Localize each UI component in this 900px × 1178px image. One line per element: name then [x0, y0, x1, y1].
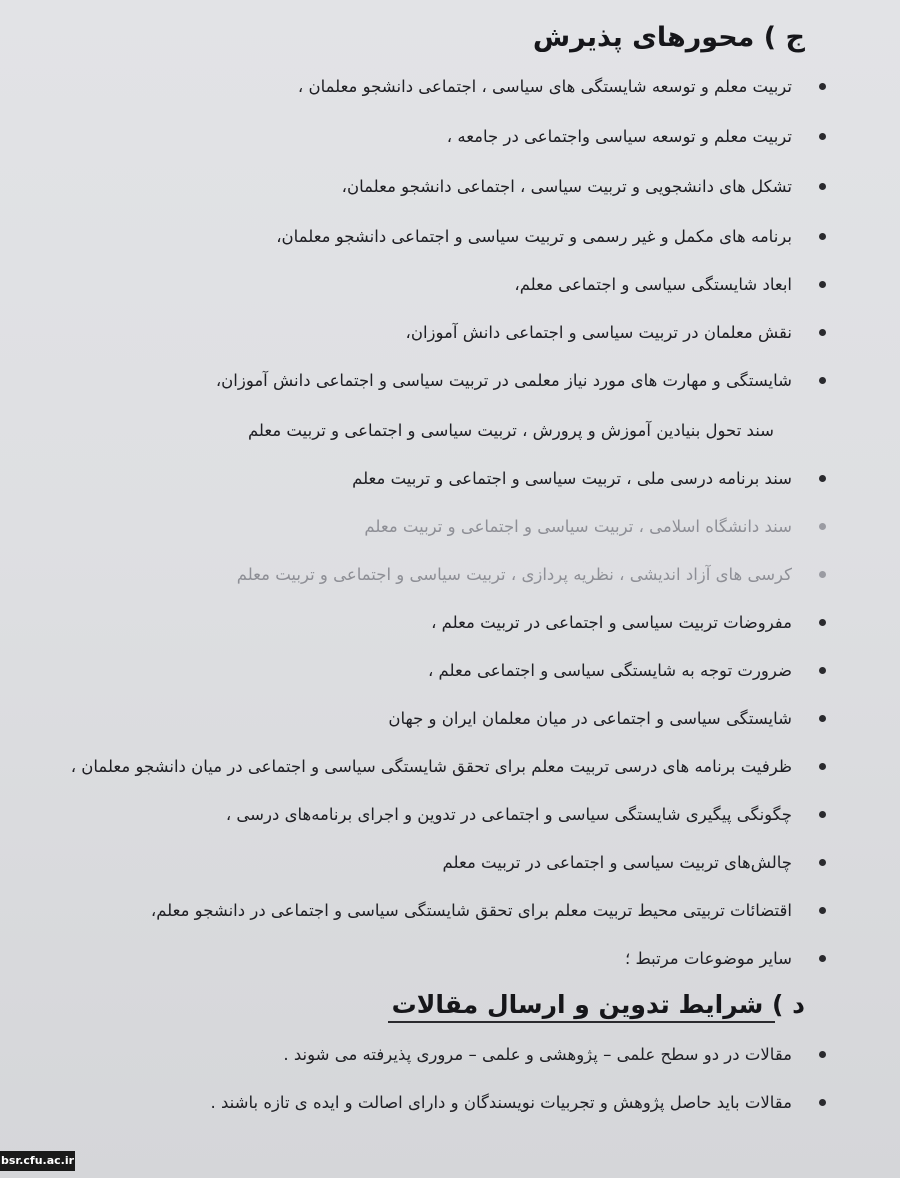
list-item-text: سند برنامه درسی ملی ، تربیت سیاسی و اجتماعی و تربیت معلم [352, 469, 792, 488]
section-c-heading: ج ) محورهای پذیرش [532, 22, 805, 53]
bullet-icon [819, 377, 826, 384]
bullet-icon [819, 955, 826, 962]
section-d-heading [392, 990, 805, 1019]
bullet-icon [819, 763, 826, 770]
list-item-text: سند دانشگاه اسلامی ، تربیت سیاسی و اجتماعی و تربیت معلم [364, 517, 792, 536]
list-item-text: ابعاد شایستگی سیاسی و اجتماعی معلم، [514, 275, 792, 294]
list-item-text: ضرورت توجه به شایستگی سیاسی و اجتماعی معلم ، [427, 661, 792, 680]
bullet-icon [819, 571, 826, 578]
list-item-text: سایر موضوعات مرتبط ؛ [624, 949, 792, 968]
list-item-text: ظرفیت برنامه های درسی تربیت معلم برای تحقق شایستگی سیاسی و اجتماعی در میان دانشجو معلمان ، [70, 757, 792, 776]
list-item-text: شایستگی و مهارت های مورد نیاز معلمی در تربیت سیاسی و اجتماعی دانش آموزان، [215, 371, 792, 390]
bullet-icon [819, 715, 826, 722]
list-item-text: شایستگی سیاسی و اجتماعی در میان معلمان ایران و جهان [388, 709, 792, 728]
bullet-icon [819, 183, 826, 190]
bullet-icon [819, 811, 826, 818]
list-item-text: نقش معلمان در تربیت سیاسی و اجتماعی دانش آموزان، [405, 323, 792, 342]
bullet-icon [819, 329, 826, 336]
bullet-icon [819, 907, 826, 914]
watermark-badge: bsr.cfu.ac.ir [0, 1151, 75, 1171]
bullet-icon [819, 667, 826, 674]
list-item-text: اقتضائات تربیتی محیط تربیت معلم برای تحقق شایستگی سیاسی و اجتماعی در دانشجو معلم، [150, 901, 792, 920]
list-item-text: مفروضات تربیت سیاسی و اجتماعی در تربیت معلم ، [431, 613, 792, 632]
list-item-text: مقالات در دو سطح علمی – پژوهشی و علمی – مروری پذیرفته می شوند . [283, 1045, 792, 1064]
bullet-icon [819, 523, 826, 530]
list-item-text: مقالات باید حاصل پژوهش و تجربیات نویسندگان و دارای اصالت و ایده ی تازه باشند . [210, 1093, 792, 1112]
bullet-icon [819, 1099, 826, 1106]
bullet-icon [819, 859, 826, 866]
list-item-text: چگونگی پیگیری شایستگی سیاسی و اجتماعی در تدوین و اجرای برنامه‌های درسی ، [225, 805, 792, 824]
list-item-text: کرسی های آزاد اندیشی ، نظریه پردازی ، تربیت سیاسی و اجتماعی و تربیت معلم [236, 565, 792, 584]
section-d-heading-text: د ) شرایط تدوین و ارسال مقالات [391, 990, 805, 1019]
bullet-icon [819, 475, 826, 482]
list-item-text: تربیت معلم و توسعه سیاسی واجتماعی در جامعه ، [446, 127, 792, 146]
bullet-icon [819, 133, 826, 140]
list-item-text: سند تحول بنیادین آموزش و پرورش ، تربیت سیاسی و اجتماعی و تربیت معلم [247, 421, 774, 440]
list-item-text: تربیت معلم و توسعه شایستگی های سیاسی ، اجتماعی دانشجو معلمان ، [297, 77, 792, 96]
list-item-text: برنامه های مکمل و غیر رسمی و تربیت سیاسی و اجتماعی دانشجو معلمان، [276, 227, 792, 246]
list-item-text: تشکل های دانشجویی و تربیت سیاسی ، اجتماعی دانشجو معلمان، [341, 177, 792, 196]
bullet-icon [819, 619, 826, 626]
heading-underline [388, 1021, 775, 1023]
bullet-icon [819, 233, 826, 240]
bullet-icon [819, 83, 826, 90]
bullet-icon [819, 281, 826, 288]
list-item-text: چالش‌های تربیت سیاسی و اجتماعی در تربیت معلم [442, 853, 792, 872]
bullet-icon [819, 1051, 826, 1058]
